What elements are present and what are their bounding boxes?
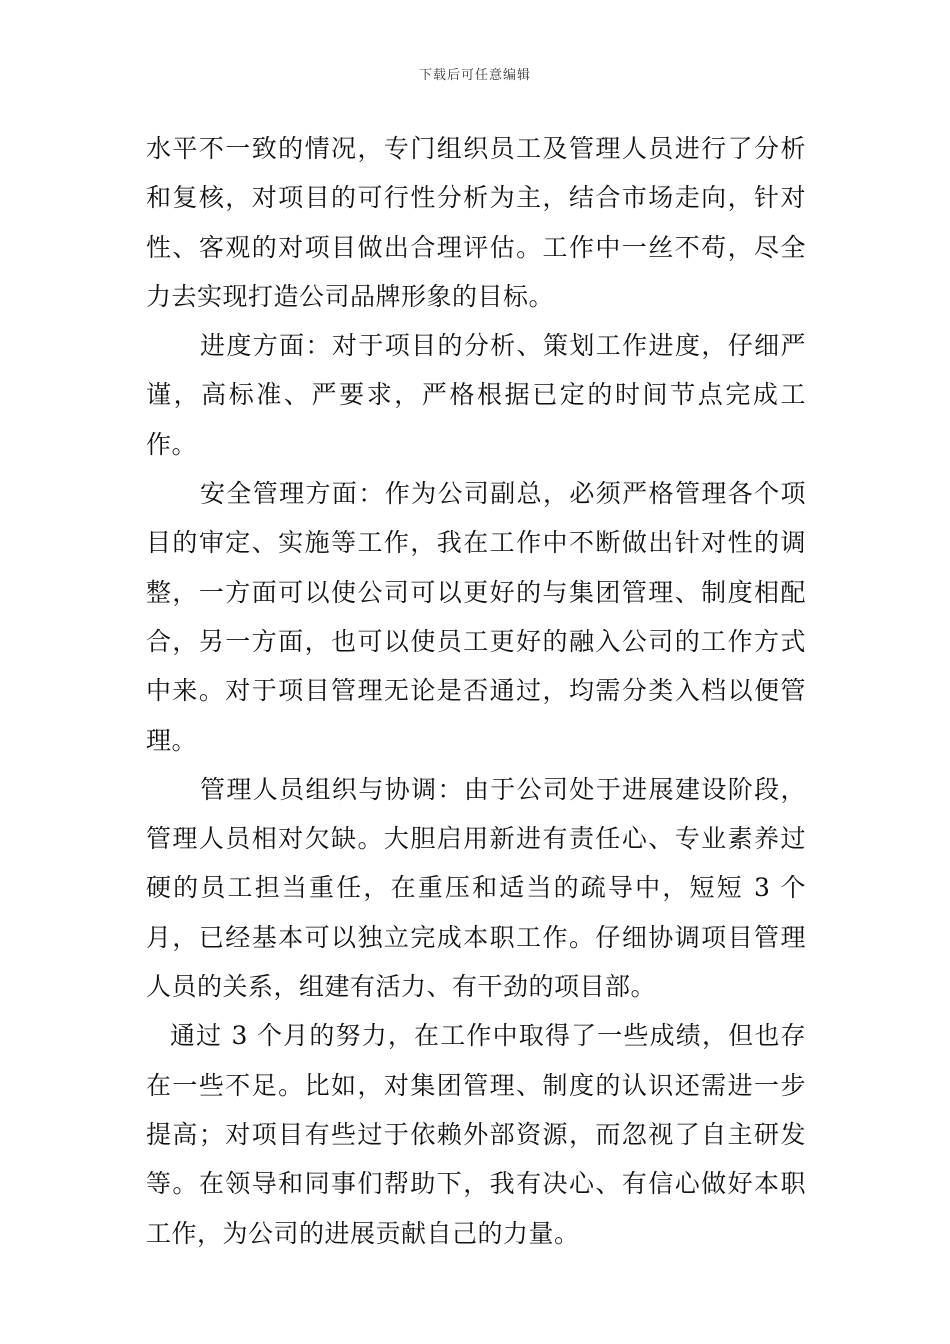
paragraph-summary: 通过 3 个月的努力，在工作中取得了一些成绩，但也存在一些不足。比如，对集团管理、制度的认识还需进一步提高；对项目有些过于依赖外部资源，而忽视了自主研发等。在领导和同事们帮助下，我有决心、有信心做好本职工作，为公司的进展贡献自己的力量。 xyxy=(146,1021,806,1248)
document-body xyxy=(146,124,806,1258)
paragraph-staff-coordination: 管理人员组织与协调：由于公司处于进展建设阶段，管理人员相对欠缺。大胆启用新进有责任心、专业素养过硬的员工担当重任，在重压和适当的疏导中，短短 3 个月，已经基本可以独立完成本职工作。仔细协调项目管理人员的关系，组建有活力、有干劲的项目部。 xyxy=(146,774,806,1002)
page-header: 下载后可任意编辑 xyxy=(418,68,531,83)
paragraph-progress: 进度方面：对于项目的分析、策划工作进度，仔细严谨，高标准、严要求，严格根据已定的时间节点完成工作。 xyxy=(146,331,806,459)
paragraph-safety-management: 安全管理方面：作为公司副总，必须严格管理各个项目的审定、实施等工作，我在工作中不断做出针对性的调整，一方面可以使公司可以更好的与集团管理、制度相配合，另一方面，也可以使员工更好的融入公司的工作方式中来。对于项目管理无论是否通过，均需分类入档以便管理。 xyxy=(146,479,806,755)
paragraph-continuation: 水平不一致的情况，专门组织员工及管理人员进行了分析和复核，对项目的可行性分析为主，结合市场走向，针对性、客观的对项目做出合理评估。工作中一丝不苟，尽全力去实现打造公司品牌形象的目标。 xyxy=(146,134,806,311)
